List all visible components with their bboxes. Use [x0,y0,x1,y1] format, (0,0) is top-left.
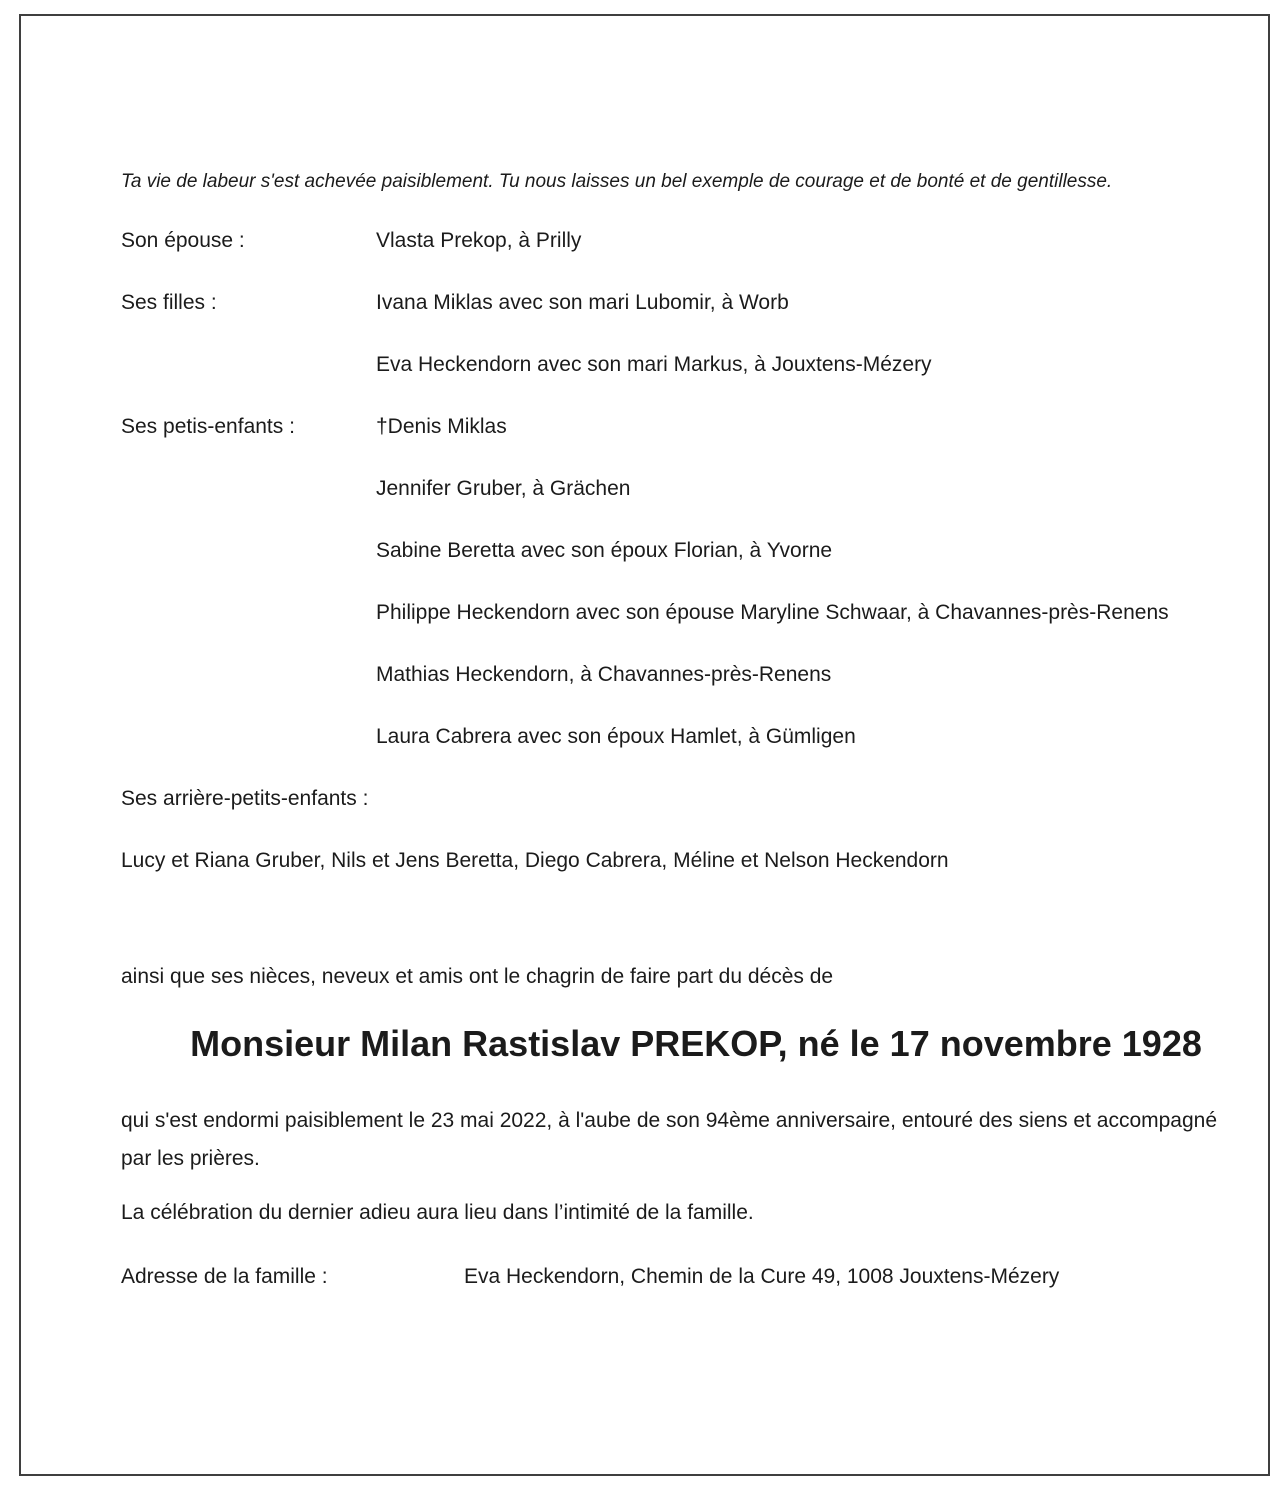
family-row-value: Philippe Heckendorn avec son épouse Maryline Schwaar, à Chavannes-près-Renens [376,601,1169,624]
family-row-daughter-2 [121,352,1271,378]
address-label: Adresse de la famille : [121,1265,328,1288]
great-grandchildren-label: Ses arrière-petits-enfants : [121,787,369,810]
obituary-content [121,170,1271,1326]
family-row-grandchild-2 [121,476,1271,502]
family-address-row [121,1264,1271,1290]
great-grandchildren-names: Lucy et Riana Gruber, Nils et Jens Beretta, Diego Cabrera, Méline et Nelson Heckendorn [121,849,949,872]
family-row-value: Laura Cabrera avec son époux Hamlet, à Gümligen [376,725,856,748]
family-row-grandchildren [121,414,1271,440]
family-row-spouse [121,228,1271,254]
family-row-label: Son épouse : [121,229,245,252]
family-row-value: Sabine Beretta avec son époux Florian, à Yvorne [376,539,833,562]
family-row-value: Eva Heckendorn avec son mari Markus, à Jouxtens-Mézery [376,353,932,376]
family-row-grandchild-3 [121,538,1271,564]
address-value: Eva Heckendorn, Chemin de la Cure 49, 1008 Jouxtens-Mézery [464,1265,1060,1288]
family-row-grandchild-4 [121,600,1271,626]
deceased-name-heading: Monsieur Milan Rastislav PREKOP, né le 17 novembre 1928 [190,1023,1202,1064]
announcement-intro: ainsi que ses nièces, neveux et amis ont le chagrin de faire part du décès de [121,965,834,988]
page-border-frame [19,14,1270,1476]
death-details-paragraph: qui s'est endormi paisiblement le 23 mai 2022, à l'aube de son 94ème anniversaire, entouré des siens et accompagné par les prières. [121,1109,1218,1170]
family-row-label: Ses filles : [121,291,217,314]
family-row-label: Ses petis-enfants : [121,415,295,438]
family-row-value: †Denis Miklas [376,415,507,438]
family-row-daughters [121,290,1271,316]
family-row-value: Vlasta Prekop, à Prilly [376,229,582,252]
ceremony-paragraph: La célébration du dernier adieu aura lieu dans l’intimité de la famille. [121,1201,754,1224]
family-row-grandchild-6 [121,724,1271,750]
family-row-value: Mathias Heckendorn, à Chavannes-près-Renens [376,663,832,686]
family-row-value: Jennifer Gruber, à Grächen [376,477,631,500]
epigraph-text: Ta vie de labeur s'est achevée paisiblement. Tu nous laisses un bel exemple de courage et de bonté et de gentillesse. [121,171,1113,192]
family-row-value: Ivana Miklas avec son mari Lubomir, à Worb [376,291,789,314]
family-row-grandchild-5 [121,662,1271,688]
